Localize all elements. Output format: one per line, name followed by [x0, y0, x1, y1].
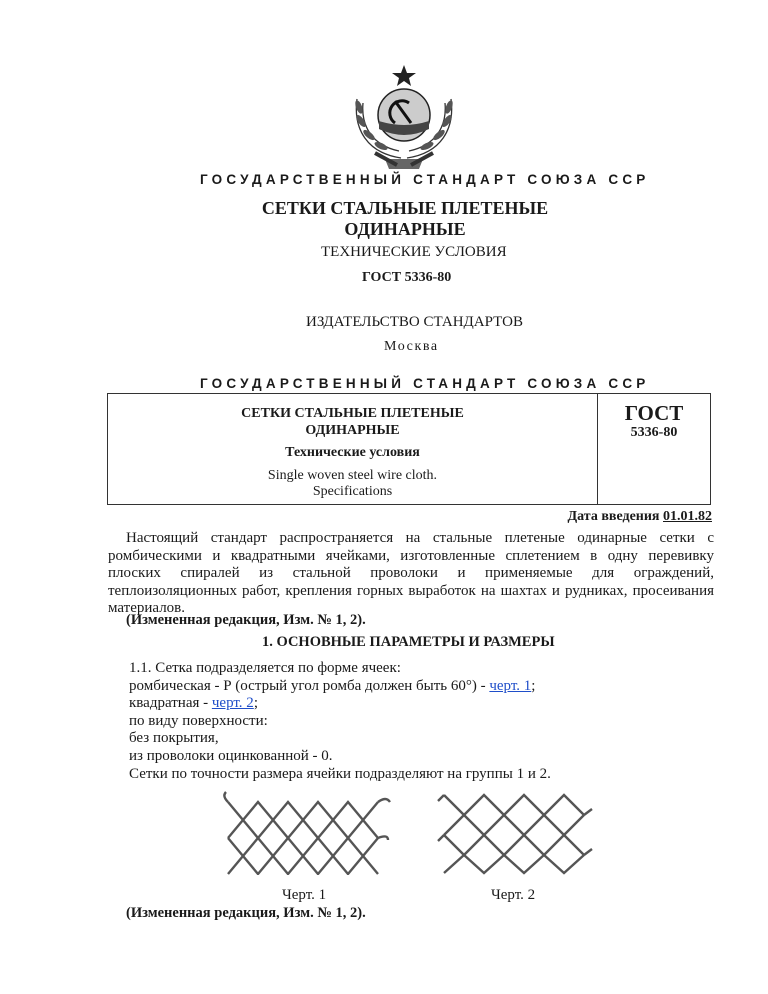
intro-date [568, 509, 712, 525]
edition-note: (Измененная редакция, Изм. № 1, 2). [126, 612, 366, 628]
accuracy-line: Сетки по точности размера ячейки подразделяют на группы 1 и 2. [129, 765, 551, 782]
document-subtitle: ТЕХНИЧЕСКИЕ УСЛОВИЯ [321, 244, 507, 260]
box-title [108, 405, 597, 439]
rhombic-line: ромбическая - Р (острый угол ромба должен быть 60°) - черт. 1; [129, 677, 536, 694]
document-title [240, 198, 570, 240]
state-standard-heading: ГОСУДАРСТВЕННЫЙ СТАНДАРТ СОЮЗА ССР [200, 172, 650, 187]
item-1-1: 1.1. Сетка подразделяется по форме ячеек: [129, 660, 401, 676]
box-subtitle: Технические условия [285, 445, 420, 460]
uncoated-line: без покрытия, [129, 730, 219, 747]
fig-2-link[interactable]: черт. 2 [211, 695, 254, 712]
title-line-2: ОДИНАРНЫЕ [344, 219, 466, 239]
box-title-line-1: СЕТКИ СТАЛЬНЫЕ ПЛЕТЕНЫЕ [241, 406, 464, 421]
intro-paragraph: Настоящий стандарт распространяется на стальные плетеные одинарные сетки с ромбическими и квадратными ячейками, изготовленные сплетением в одну перевивку плоских спиралей из стальной проволоки и применяемые для ограждений, теплоизоляционных работ, крепления горных выработок на шахтах и рудниках, просеивания материалов. [108, 530, 714, 617]
title-line-1: СЕТКИ СТАЛЬНЫЕ ПЛЕТЕНЫЕ [261, 198, 549, 218]
surface-line: по виду поверхности: [129, 712, 268, 729]
box-title-line-2: ОДИНАРНЫЕ [305, 423, 400, 438]
fig-1-link[interactable]: черт. 1 [489, 677, 532, 694]
square-line: квадратная - черт. 2; [129, 695, 258, 712]
ussr-emblem [339, 63, 469, 175]
intro-date-value: 01.01.82 [663, 509, 712, 524]
square-text: квадратная - [129, 695, 212, 712]
edition-note-2: (Измененная редакция, Изм. № 1, 2). [126, 905, 366, 921]
figure-1-rhombic-mesh [218, 790, 393, 880]
galvanized-line: из проволоки оцинкованной - 0. [129, 747, 333, 764]
gost-code: ГОСТ 5336-80 [362, 270, 452, 285]
english-line-2: Specifications [312, 484, 393, 499]
section-1-heading: 1. ОСНОВНЫЕ ПАРАМЕТРЫ И РАЗМЕРЫ [262, 634, 555, 650]
box-gost-label: ГОСТ [624, 401, 684, 425]
figure-1-caption: Черт. 1 [282, 887, 327, 903]
box-heading: ГОСУДАРСТВЕННЫЙ СТАНДАРТ СОЮЗА ССР [200, 376, 650, 391]
box-english-title [108, 468, 597, 500]
city: Москва [384, 339, 439, 354]
english-line-1: Single woven steel wire cloth. [267, 468, 438, 483]
figure-2-square-mesh [436, 787, 596, 880]
box-gost-number: 5336-80 [630, 425, 678, 440]
section-1-body [129, 660, 551, 783]
intro-date-label: Дата введения [567, 509, 660, 524]
publisher: ИЗДАТЕЛЬСТВО СТАНДАРТОВ [306, 314, 523, 330]
figure-2-caption: Черт. 2 [491, 887, 536, 903]
rhombic-text: ромбическая - Р (острый угол ромба должен быть 60°) - [129, 677, 490, 694]
